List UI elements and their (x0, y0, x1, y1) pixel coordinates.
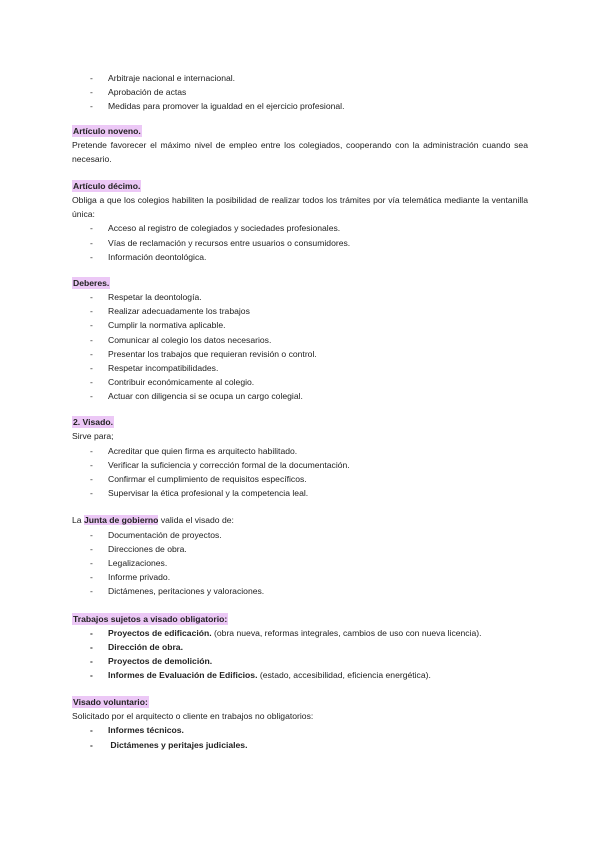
list-item: - Informes de Evaluación de Edificios. (estado, accesibilidad, eficiencia energética). (90, 670, 431, 681)
visado-list (72, 444, 528, 501)
paragraph: Sirve para; (72, 431, 114, 442)
list-item: - Vías de reclamación y recursos entre usuarios o consumidores. (90, 237, 351, 248)
top-list (72, 71, 528, 114)
list-item: - Direcciones de obra. (90, 543, 187, 554)
list-item: - Documentación de proyectos. (90, 529, 222, 540)
list-item: - Informes técnicos. (90, 725, 184, 736)
list-item: - Acreditar que quien firma es arquitecto habilitado. (90, 445, 298, 456)
list-item: - Legalizaciones. (90, 557, 168, 568)
paragraph: Obliga a que los colegios habiliten la posibilidad de realizar todos los trámites por vía telemática mediante la ventanilla única: (72, 194, 528, 220)
list-item: - Verificar la suficiencia y corrección formal de la documentación. (90, 459, 350, 470)
list-item: - Dirección de obra. (90, 641, 183, 652)
junta-list (72, 528, 528, 599)
list-item: - Dictámenes y peritajes judiciales. (90, 739, 248, 750)
list-item: - Medidas para promover la igualdad en el ejercicio profesional. (90, 101, 345, 112)
section-deberes (72, 276, 528, 290)
paragraph: Pretende favorecer el máximo nivel de empleo entre los colegiados, cooperando con la administración cuando sea necesario. (72, 139, 528, 164)
list-item: - Información deontológica. (90, 251, 207, 262)
voluntario-list (72, 723, 528, 751)
list-item: - Dictámenes, peritaciones y valoraciones. (90, 586, 265, 597)
decimo-list (72, 221, 528, 264)
section-heading: Visado voluntario: (73, 697, 148, 708)
paragraph: Solicitado por el arquitecto o cliente en trabajos no obligatorios: (72, 711, 314, 722)
junta-paragraph: La Junta de gobierno valida el visado de: (72, 515, 234, 526)
section-noveno (72, 124, 528, 138)
section-decimo (72, 179, 528, 193)
list-item: - Confirmar el cumplimiento de requisitos específicos. (90, 474, 307, 485)
section-heading: 2. Visado. (73, 417, 113, 428)
list-item: - Aprobación de actas (90, 87, 187, 98)
section-heading: Artículo décimo. (73, 180, 141, 191)
list-item: - Presentar los trabajos que requieran revisión o control. (90, 348, 317, 359)
section-heading: Artículo noveno. (73, 125, 141, 136)
list-item: - Acceso al registro de colegiados y sociedades profesionales. (90, 223, 341, 234)
list-item: - Actuar con diligencia si se ocupa un cargo colegial. (90, 391, 303, 402)
section-visado (72, 415, 528, 429)
list-item: - Informe privado. (90, 572, 171, 583)
list-item: - Realizar adecuadamente los trabajos (90, 306, 250, 317)
list-item: - Respetar la deontología. (90, 291, 202, 302)
highlighted-term: Junta de gobierno (83, 515, 159, 526)
list-item: - Comunicar al colegio los datos necesarios. (90, 334, 272, 345)
section-heading: Trabajos sujetos a visado obligatorio: (73, 613, 228, 624)
section-heading: Deberes. (73, 277, 110, 288)
list-item: - Supervisar la ética profesional y la competencia leal. (90, 488, 309, 499)
list-item: - Contribuir económicamente al colegio. (90, 377, 255, 388)
section-obligatorio (72, 612, 528, 626)
section-voluntario (72, 695, 528, 709)
list-item: - Cumplir la normativa aplicable. (90, 320, 226, 331)
list-item: - Proyectos de edificación. (obra nueva, reformas integrales, cambios de uso con nueva licencia). (90, 627, 482, 638)
deberes-list (72, 290, 528, 404)
list-item: - Arbitraje nacional e internacional. (90, 73, 236, 83)
document-content (72, 71, 528, 752)
obligatorio-list (72, 626, 528, 683)
list-item: - Proyectos de demolición. (90, 655, 213, 666)
list-item: - Respetar incompatibilidades. (90, 362, 219, 373)
